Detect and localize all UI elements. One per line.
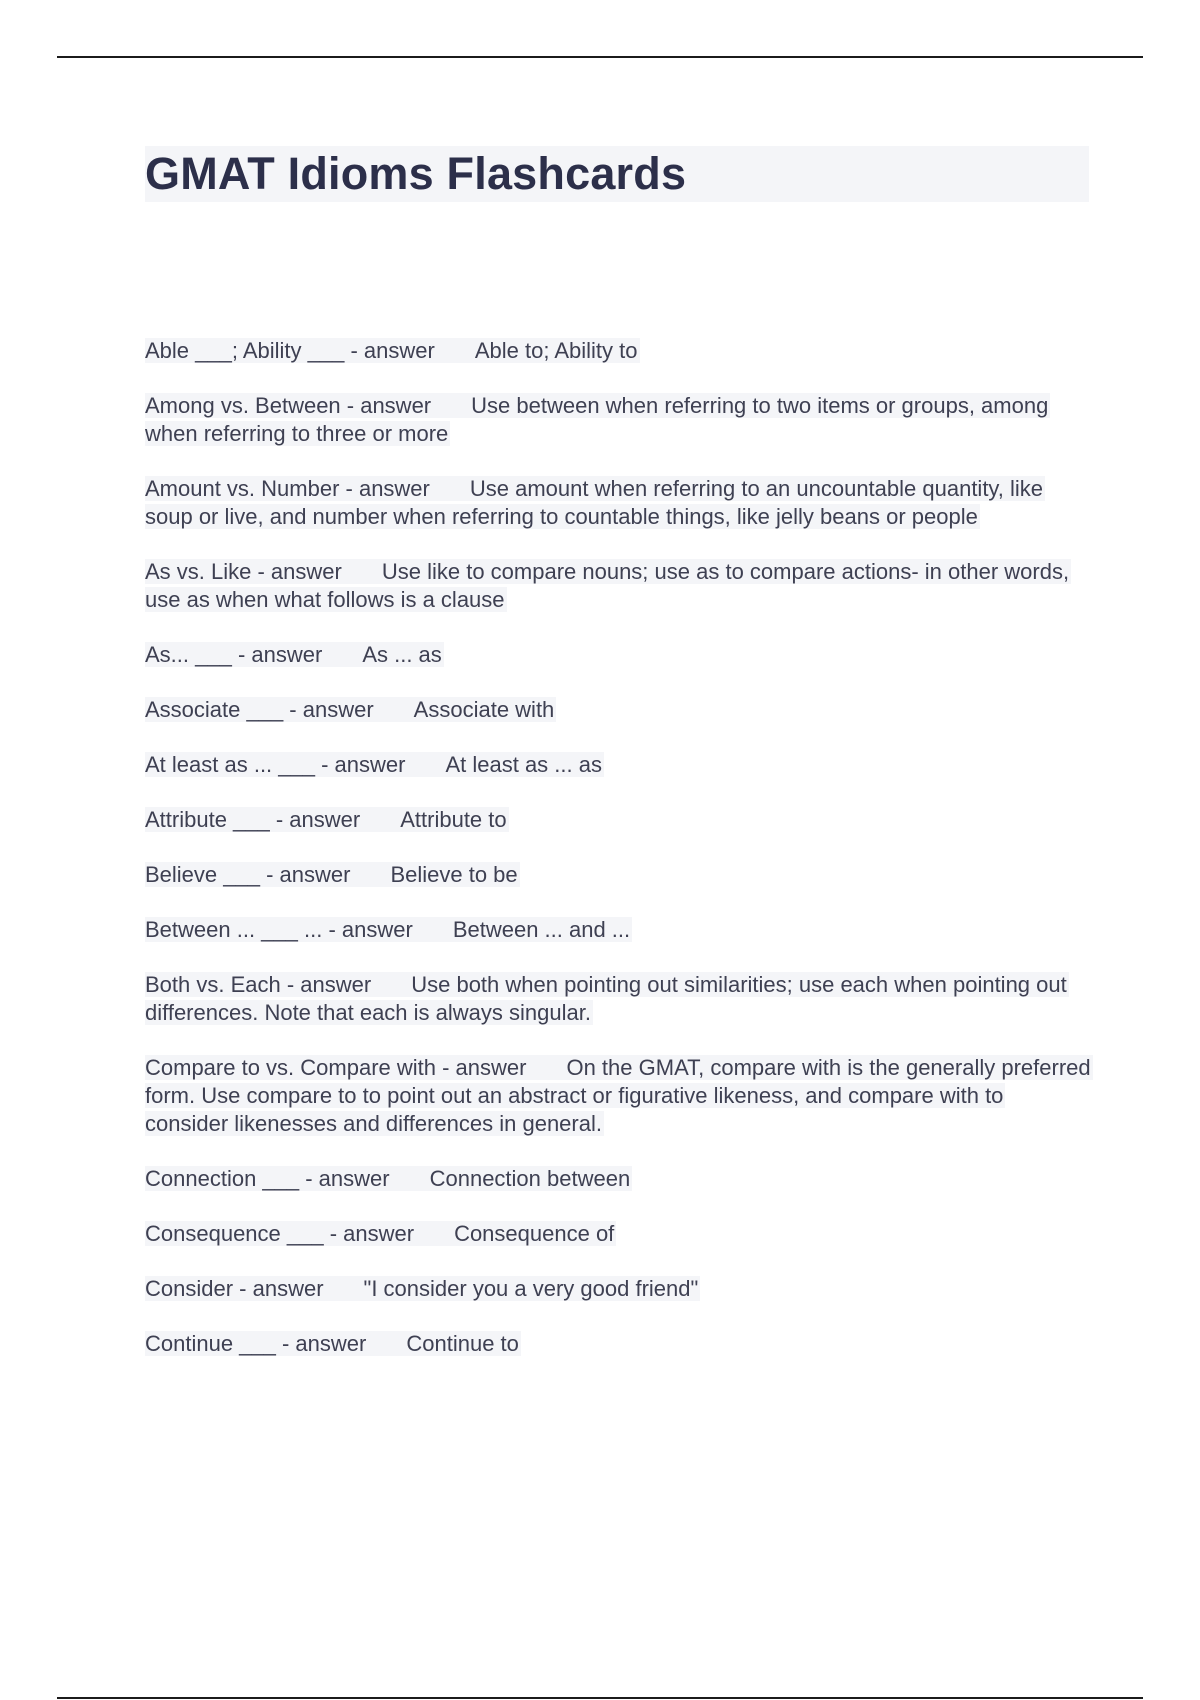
flashcard-term: Continue ___ - answer <box>145 1331 367 1356</box>
flashcard-definition: Associate with <box>413 697 555 722</box>
page-title: GMAT Idioms Flashcards <box>145 146 1089 202</box>
flashcard-definition: Continue to <box>406 1331 519 1356</box>
flashcard <box>145 1054 1091 1138</box>
flashcard <box>145 861 1091 889</box>
flashcard <box>145 806 1091 834</box>
flashcard-term: Compare to vs. Compare with - answer <box>145 1055 527 1080</box>
flashcard-definition: Attribute to <box>400 807 507 832</box>
flashcard-definition: Consequence of <box>454 1221 615 1246</box>
flashcard <box>145 1220 1091 1248</box>
flashcard-list <box>145 337 1091 1385</box>
flashcard-definition: Able to; Ability to <box>474 338 638 363</box>
flashcard <box>145 1165 1091 1193</box>
flashcard-definition: Use amount when referring to an uncountable quantity, like soup or live, and number when referring to countable things, like jelly beans or people <box>145 476 1044 529</box>
flashcard <box>145 696 1091 724</box>
flashcard-term: At least as ... ___ - answer <box>145 752 406 777</box>
flashcard <box>145 475 1091 531</box>
flashcard-term: Connection ___ - answer <box>145 1166 390 1191</box>
flashcard-term: Associate ___ - answer <box>145 697 374 722</box>
flashcard-definition: Connection between <box>429 1166 631 1191</box>
flashcard-definition: "I consider you a very good friend" <box>363 1276 699 1301</box>
flashcard <box>145 337 1091 365</box>
flashcard <box>145 641 1091 669</box>
flashcard-definition: Use like to compare nouns; use as to compare actions- in other words, use as when what follows is a clause <box>145 559 1070 612</box>
footer-rule <box>57 1697 1143 1699</box>
flashcard-term: Attribute ___ - answer <box>145 807 361 832</box>
flashcard-definition: Use between when referring to two items or groups, among when referring to three or more <box>145 393 1049 446</box>
flashcard <box>145 751 1091 779</box>
header-rule <box>57 56 1143 58</box>
flashcard-term: Believe ___ - answer <box>145 862 351 887</box>
flashcard-definition: Believe to be <box>390 862 518 887</box>
flashcard-definition: At least as ... as <box>445 752 602 777</box>
flashcard-definition: Use both when pointing out similarities; use each when pointing out differences. Note that each is always singular. <box>145 972 1067 1025</box>
flashcard-term: Consider - answer <box>145 1276 324 1301</box>
flashcard <box>145 971 1091 1027</box>
flashcard <box>145 1330 1091 1358</box>
flashcard <box>145 558 1091 614</box>
flashcard-term: Between ... ___ ... - answer <box>145 917 413 942</box>
flashcard-definition: As ... as <box>362 642 442 667</box>
flashcard-term: Amount vs. Number - answer <box>145 476 430 501</box>
flashcard-term: As... ___ - answer <box>145 642 323 667</box>
flashcard <box>145 1275 1091 1303</box>
flashcard-term: Able ___; Ability ___ - answer <box>145 338 435 363</box>
flashcard-term: Among vs. Between - answer <box>145 393 432 418</box>
flashcard <box>145 392 1091 448</box>
flashcard-term: Consequence ___ - answer <box>145 1221 415 1246</box>
flashcard-definition: Between ... and ... <box>452 917 631 942</box>
flashcard-term: As vs. Like - answer <box>145 559 342 584</box>
flashcard <box>145 916 1091 944</box>
flashcard-definition: On the GMAT, compare with is the generally preferred form. Use compare to to point out an abstract or figurative likeness, and compare with to consider likenesses and differences in general. <box>145 1055 1091 1136</box>
flashcard-term: Both vs. Each - answer <box>145 972 372 997</box>
